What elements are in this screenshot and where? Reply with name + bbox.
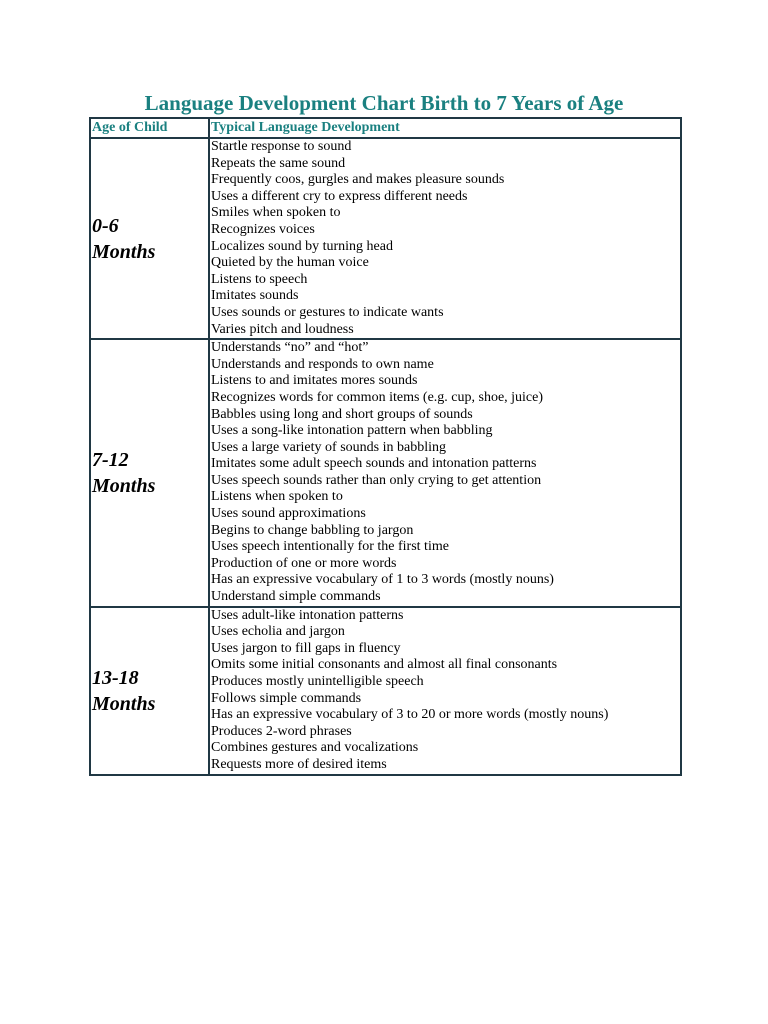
development-column-header: Typical Language Development [209, 118, 681, 138]
list-item: Uses a large variety of sounds in babbling [211, 439, 446, 455]
list-item: Understand simple commands [211, 589, 381, 605]
list-item: Listens to and imitates mores sounds [211, 373, 418, 389]
list-item: Listens to speech [211, 271, 308, 287]
age-unit: Months [92, 692, 156, 715]
table-body [90, 138, 681, 775]
table-row [90, 138, 681, 339]
list-item: Omits some initial consonants and almost all final consonants [211, 657, 558, 673]
list-item: Localizes sound by turning head [211, 238, 393, 254]
list-item: Babbles using long and short groups of sounds [211, 406, 473, 422]
list-item: Understands “no” and “hot” [211, 340, 369, 356]
development-list [211, 340, 680, 606]
list-item: Has an expressive vocabulary of 1 to 3 words (mostly nouns) [211, 572, 554, 588]
list-item: Uses echolia and jargon [211, 624, 345, 640]
list-item: Imitates sounds [211, 288, 299, 304]
age-column-header: Age of Child [90, 118, 209, 138]
list-item: Frequently coos, gurgles and makes pleasure sounds [211, 172, 505, 188]
development-list [211, 608, 680, 774]
table-row [90, 339, 681, 607]
development-cell [209, 339, 681, 607]
age-cell [90, 339, 209, 607]
list-item: Imitates some adult speech sounds and intonation patterns [211, 456, 537, 472]
age-range: 13-18 [92, 666, 139, 689]
table-row [90, 607, 681, 775]
list-item: Uses adult-like intonation patterns [211, 607, 404, 623]
list-item: Requests more of desired items [211, 756, 387, 772]
list-item: Produces mostly unintelligible speech [211, 674, 424, 689]
list-item: Recognizes words for common items (e.g. cup, shoe, juice) [211, 389, 544, 405]
list-item: Uses speech sounds rather than only crying to get attention [211, 472, 542, 488]
list-item: Has an expressive vocabulary of 3 to 20 or more words (mostly nouns) [211, 707, 609, 723]
development-cell [209, 607, 681, 775]
list-item: Recognizes voices [211, 221, 315, 237]
age-label [92, 213, 208, 265]
age-label [92, 447, 208, 499]
age-label [92, 665, 208, 717]
list-item: Uses a different cry to express different needs [211, 188, 468, 204]
list-item: Listens when spoken to [211, 489, 343, 505]
age-cell [90, 607, 209, 775]
list-item: Repeats the same sound [211, 155, 346, 171]
list-item: Varies pitch and loudness [211, 321, 354, 337]
language-development-table [89, 117, 682, 776]
age-unit: Months [92, 474, 156, 497]
table-header-row [90, 118, 681, 138]
list-item: Begins to change babbling to jargon [211, 522, 414, 538]
list-item: Startle response to sound [211, 139, 352, 154]
age-range: 7-12 [92, 448, 129, 471]
list-item: Produces 2-word phrases [211, 723, 352, 739]
list-item: Uses sound approximations [211, 506, 366, 522]
document-title: Language Development Chart Birth to 7 Years of Age [144, 91, 624, 115]
list-item: Smiles when spoken to [211, 205, 341, 221]
development-list [211, 139, 680, 338]
list-item: Production of one or more words [211, 555, 397, 571]
list-item: Quieted by the human voice [211, 255, 369, 271]
age-unit: Months [92, 240, 156, 263]
age-range: 0-6 [92, 214, 119, 237]
list-item: Uses speech intentionally for the first time [211, 539, 449, 555]
list-item: Understands and responds to own name [211, 356, 434, 372]
age-cell [90, 138, 209, 339]
list-item: Combines gestures and vocalizations [211, 740, 419, 756]
list-item: Uses jargon to fill gaps in fluency [211, 640, 401, 656]
development-cell [209, 138, 681, 339]
list-item: Uses a song-like intonation pattern when babbling [211, 423, 493, 439]
list-item: Uses sounds or gestures to indicate wants [211, 304, 444, 320]
list-item: Follows simple commands [211, 690, 362, 706]
